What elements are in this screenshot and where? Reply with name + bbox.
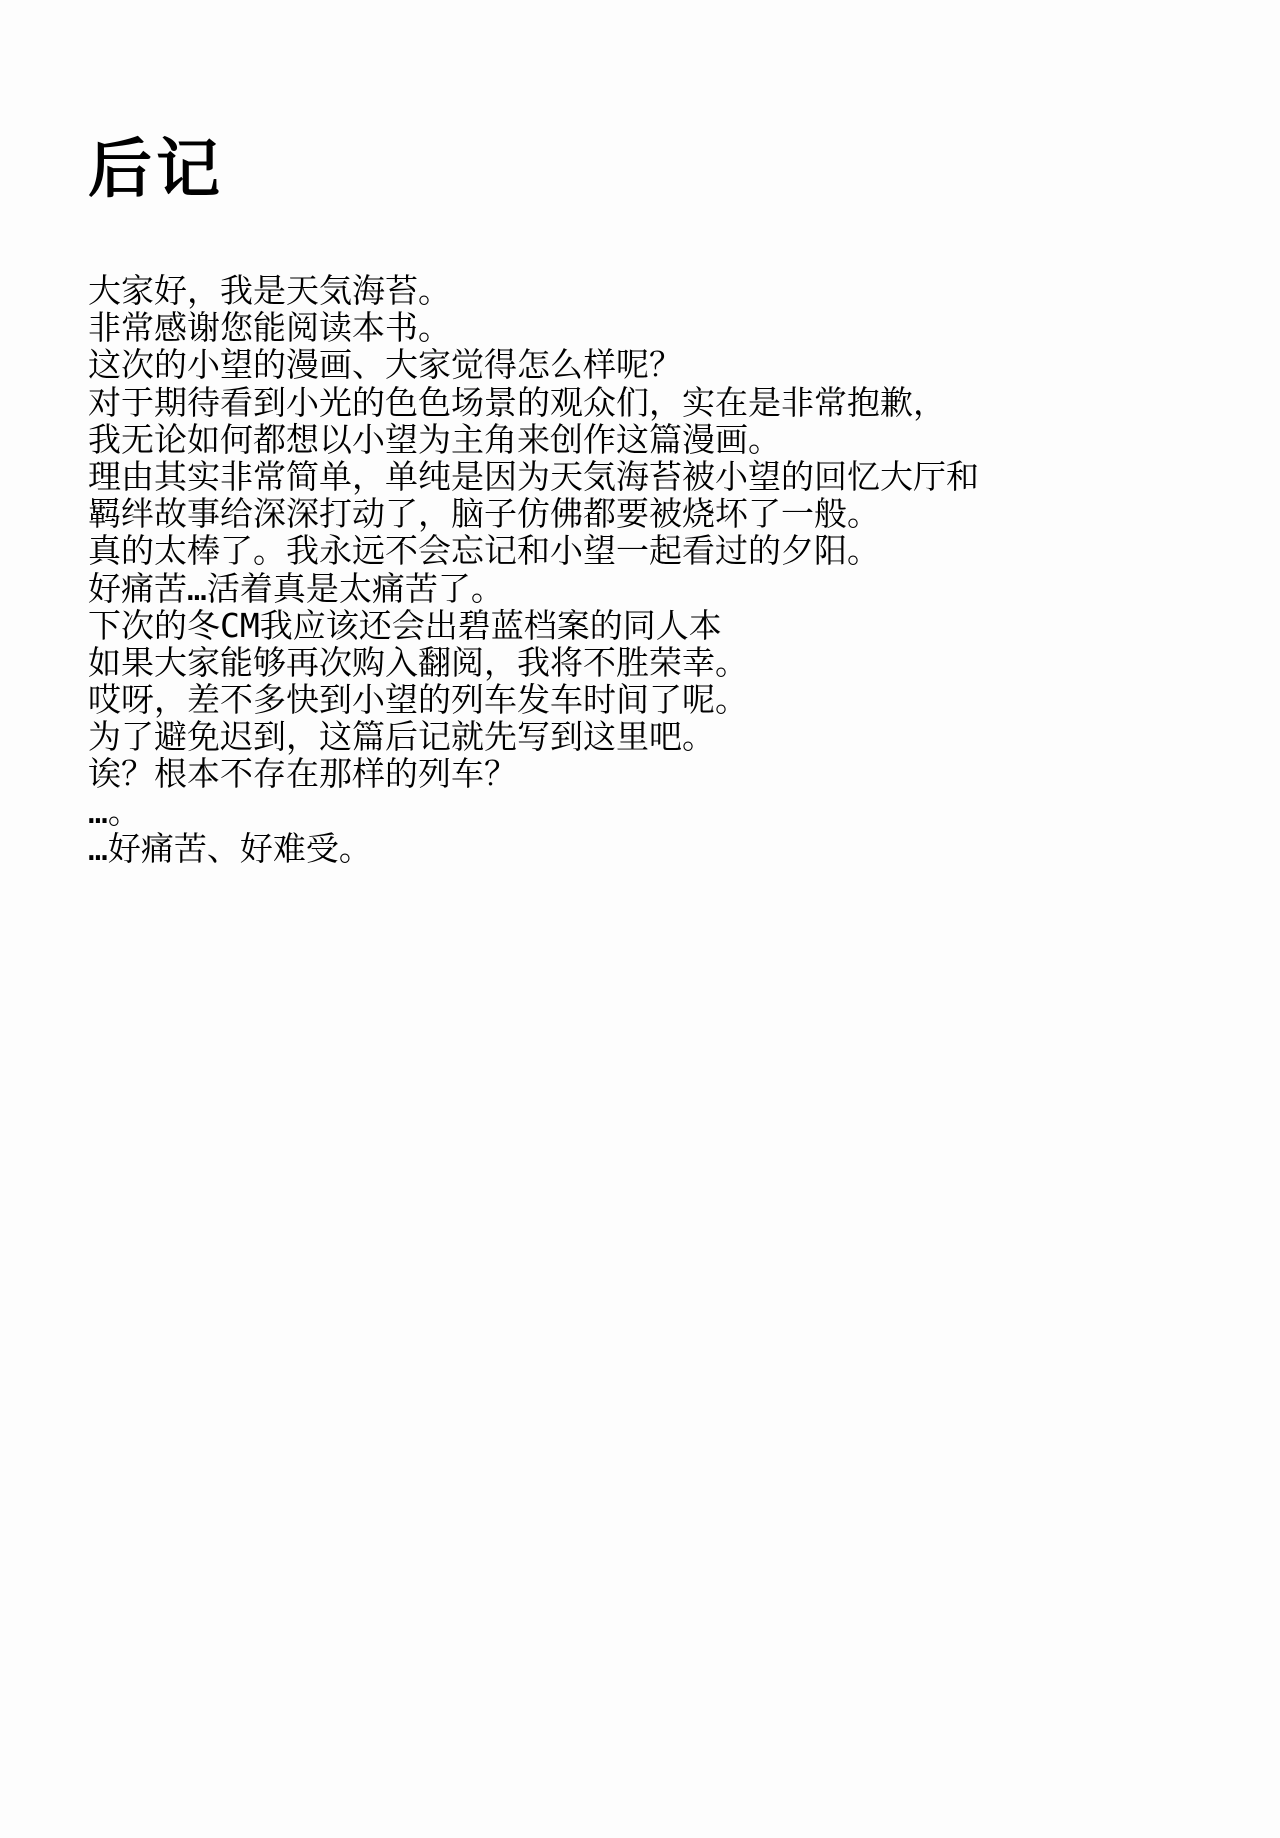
text-line: 诶？根本不存在那样的列车？	[88, 754, 517, 794]
text-line: 对于期待看到小光的色色场景的观众们，实在是非常抱歉，	[88, 382, 946, 422]
text-line: …。	[88, 791, 141, 831]
page-title: 后记	[88, 133, 224, 207]
text-line: 我无论如何都想以小望为主角来创作这篇漫画。	[88, 419, 781, 459]
text-line: 理由其实非常简单，单纯是因为天気海苔被小望的回忆大厅和	[88, 456, 979, 496]
text-line: 好痛苦…活着真是太痛苦了。	[88, 568, 504, 608]
text-line: 下次的冬CM我应该还会出碧蓝档案的同人本	[88, 605, 722, 645]
afterword-body	[88, 272, 1218, 867]
text-line: 如果大家能够再次购入翻阅，我将不胜荣幸。	[88, 642, 748, 682]
text-line: 哎呀，差不多快到小望的列车发车时间了呢。	[88, 680, 748, 720]
text-line: 非常感谢您能阅读本书。	[88, 308, 451, 348]
text-line: 这次的小望的漫画、大家觉得怎么样呢？	[88, 345, 682, 385]
text-line: 羁绊故事给深深打动了，脑子仿佛都要被烧坏了一般。	[88, 494, 880, 534]
text-line: …好痛苦、好难受。	[88, 828, 372, 868]
text-line: 大家好，我是天気海苔。	[88, 271, 451, 310]
text-line: 真的太棒了。我永远不会忘记和小望一起看过的夕阳。	[88, 531, 880, 571]
text-line: 为了避免迟到，这篇后记就先写到这里吧。	[88, 717, 715, 757]
